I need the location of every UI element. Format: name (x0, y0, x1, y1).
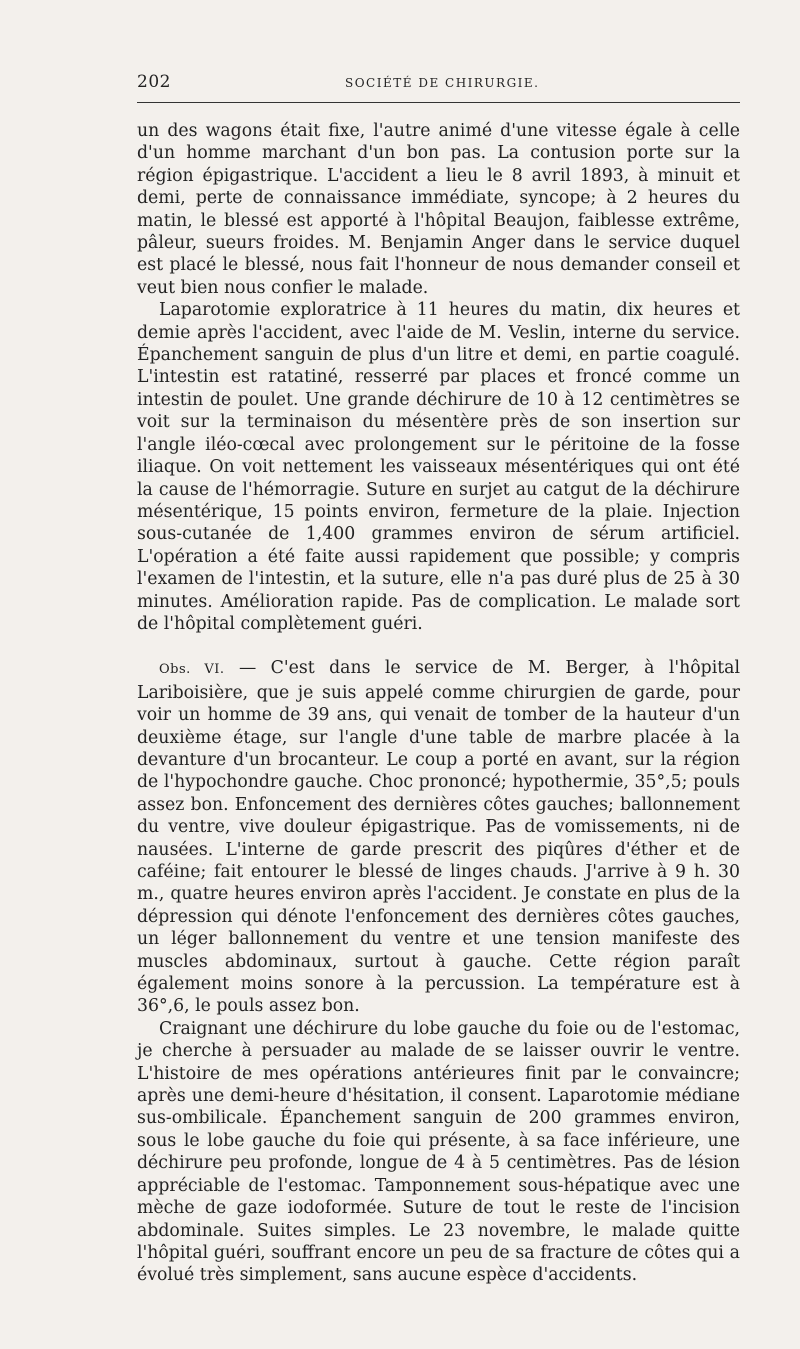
page-header (137, 72, 740, 103)
paragraph-laparotomy: Laparotomie exploratrice à 11 heures du matin, dix heures et demie après l'accident, avec l'aide de M. Veslin, interne du service. Épanchement sanguin de plus d'un litre et demi, en partie coagulé. L'intestin est ratatiné, resserré par places et froncé comme un intestin de poulet. Une grande déchirure de 10 à 12 centimètres se voit sur la terminaison du mésentère près de son insertion sur l'angle iléo-cœcal avec prolongement sur le péritoine de la fosse iliaque. On voit nettement les vaisseaux mésentériques qui ont été la cause de l'hémorragie. Suture en surjet au catgut de la déchirure mésentérique, 15 points environ, fermeture de la plaie. Injection sous-cutanée de 1,400 grammes environ de sérum artificiel. L'opération a été faite aussi rapidement que possible; y compris l'examen de l'intestin, et la suture, elle n'a pas duré plus de 25 à 30 minutes. Amélioration rapide. Pas de complication. Le malade sort de l'hôpital complètement guéri. (137, 300, 740, 634)
running-title: SOCIÉTÉ DE CHIRURGIE. (345, 76, 540, 90)
paragraph-operation: Craignant une déchirure du lobe gauche du foie ou de l'estomac, je cherche à persuader au malade de se laisser ouvrir le ventre. L'histoire de mes opérations antérieures finit par le convaincre; après une demi-heure d'hésitation, il consent. Laparotomie médiane sus-ombilicale. Épanchement sanguin de 200 grammes environ, sous le lobe gauche du foie qui présente, à sa face inférieure, une déchirure peu profonde, longue de 4 à 5 centimètres. Pas de lésion appréciable de l'estomac. Tamponnement sous-hépatique avec une mèche de gaze iodoformée. Suture de tout le reste de l'incision abdominale. Suites simples. Le 23 novembre, le malade quitte l'hôpital guéri, souffrant encore un peu de sa fracture de côtes qui a évolué très simplement, sans aucune espèce d'accidents. (137, 1018, 740, 1286)
observation-label: Obs. VI. (159, 662, 225, 678)
paragraph-continuation: un des wagons était fixe, l'autre animé d'une vitesse égale à celle d'un homme marchant d'un bon pas. La contusion porte sur la région épigastrique. L'accident a lieu le 8 avril 1893, à minuit et demi, perte de connaissance immédiate, syncope; à 2 heures du matin, le blessé est apporté à l'hôpital Beaujon, faiblesse extrême, pâleur, sueurs froides. M. Benjamin Anger dans le service duquel est placé le blessé, nous fait l'honneur de nous demander conseil et veut bien nous confier le malade. (137, 121, 740, 298)
page-number: 202 (137, 72, 171, 92)
observation-text: — C'est dans le service de M. Berger, à l'hôpital Lariboisière, que je suis appelé comme chirurgien de garde, pour voir un homme de 39 ans, qui venait de tomber de la hauteur d'un deuxième étage, sur l'angle d'une table de marbre placée à la devanture d'un brocanteur. Le coup a porté en avant, sur la région de l'hypochondre gauche. Choc prononcé; hypothermie, 35°,5; pouls assez bon. Enfoncement des dernières côtes gauches; ballonnement du ventre, vive douleur épigastrique. Pas de vomissements, ni de nausées. L'interne de garde prescrit des piqûres d'éther et de caféine; fait entourer le blessé de linges chauds. J'arrive à 9 h. 30 m., quatre heures environ après l'accident. Je constate en plus de la dépression qui dénote l'enfoncement des dernières côtes gauches, un léger ballonnement du ventre et une tension manifeste des muscles abdominaux, surtout à gauche. Cette région paraît également moins sonore à la percussion. La température est à 36°,6, le pouls assez bon. (137, 658, 741, 1017)
paragraph-observation-vi (137, 657, 740, 1018)
body-text (137, 120, 740, 1287)
